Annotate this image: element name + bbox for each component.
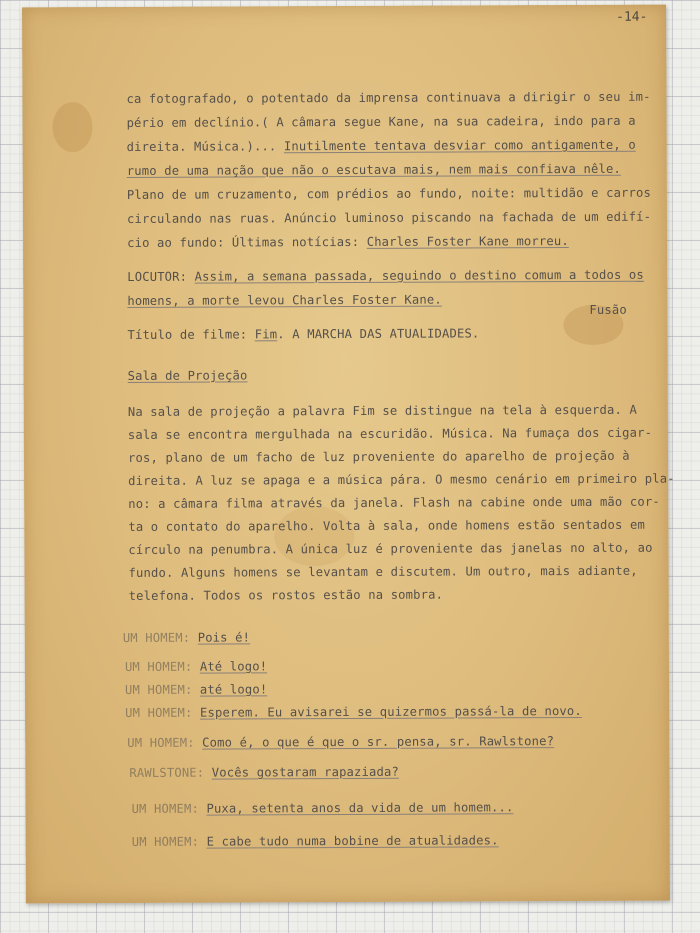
script-body	[122, 5, 675, 849]
text-line: fundo. Alguns homens se levantam e discutem. Um outro, mais adiante,	[128, 563, 638, 580]
speaker-label: UM HOMEM:	[122, 630, 191, 645]
text-line: pério em declínio.( A câmara segue Kane, na sua cadeira, indo para a	[126, 113, 636, 130]
text-line: cio ao fundo: Últimas notícias: Charles Foster Kane morreu.	[127, 234, 569, 250]
locutor-line: LOCUTOR: Assim, a semana passada, seguindo o destino comum a todos os	[127, 267, 644, 284]
dialogue-line: UM HOMEM: Até logo!	[124, 659, 268, 674]
text-line: rumo de uma nação que não o escutava mais, nem mais confiava nêle.	[126, 161, 621, 178]
dialogue-line: UM HOMEM: Como é, o que é que o sr. pensa, sr. Rawlstone?	[127, 734, 555, 750]
text-line: ta o contato do aparelho. Volta à sala, onde homens estão sentados em	[128, 517, 645, 534]
text-line: circulando nas ruas. Anúncio luminoso piscando na fachada de um edifí-	[126, 209, 652, 226]
text-line: no: a câmara filma através da janela. Flash na cabine onde uma mão cor-	[128, 494, 660, 511]
text-line: telefona. Todos os rostos estão na sombra.	[128, 587, 444, 603]
speaker-label: UM HOMEM:	[127, 735, 195, 750]
text-line: sala se encontra mergulhada na escuridão. Música. Na fumaça dos cigar-	[127, 425, 653, 442]
dialogue-line: UM HOMEM: Puxa, setenta anos da vida de um homem...	[131, 800, 514, 816]
text-line: ros, plano de um facho de luz proveniente do aparelho de projeção à	[127, 448, 630, 465]
text-line: Plano de um cruzamento, com prédios ao fundo, noite: multidão e carros	[126, 185, 652, 202]
speaker-label: LOCUTOR:	[127, 269, 188, 284]
dialogue-line: UM HOMEM: Pois é!	[122, 630, 251, 645]
speaker-label: UM HOMEM:	[124, 659, 193, 674]
speaker-label: UM HOMEM:	[131, 834, 200, 849]
speaker-label: UM HOMEM:	[131, 801, 199, 816]
transition-label: Fusão	[589, 302, 627, 317]
dialogue-line: UM HOMEM: E cabe tudo numa bobine de atualidades.	[131, 833, 499, 849]
speaker-label: UM HOMEM:	[125, 705, 193, 720]
text-line: círculo na penumbra. A única luz é proveniente das janelas no alto, ao	[128, 540, 653, 557]
speaker-label: UM HOMEM:	[124, 682, 193, 697]
locutor-line: homens, a morte levou Charles Foster Kane.	[127, 292, 442, 308]
dialogue-line: UM HOMEM: até logo!	[124, 682, 268, 697]
title-line: Título de filme: Fim. A MARCHA DAS ATUALIDADES.	[127, 326, 480, 342]
page-number: -14-	[616, 9, 648, 25]
dialogue-line: UM HOMEM: Esperem. Eu avisarei se quizermos passá-la de novo.	[125, 703, 582, 720]
text-line: direita. A luz se apaga e a música pára. O mesmo cenário em primeiro pla-	[128, 471, 675, 488]
typewritten-page	[22, 5, 675, 904]
scene-heading: Sala de Projeção	[127, 368, 248, 383]
text-line: direita. Música.)... Inutilmente tentava desviar como antigamente, o	[126, 137, 636, 154]
text-line: Na sala de projeção a palavra Fim se distingue na tela à esquerda. A	[127, 402, 637, 419]
speaker-label: RAWLSTONE:	[129, 765, 205, 780]
dialogue-line: RAWLSTONE: Vocês gostaram rapaziada?	[129, 764, 399, 780]
text-line: ca fotografado, o potentado da imprensa continuava a dirigir o seu im-	[126, 89, 651, 106]
